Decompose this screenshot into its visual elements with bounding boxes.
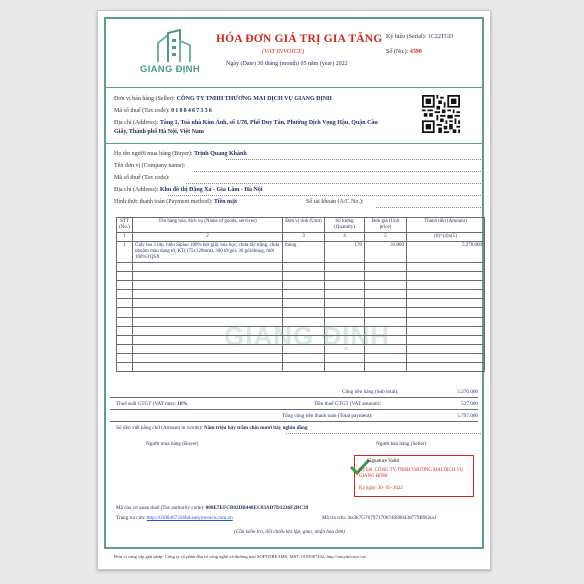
empty-cell xyxy=(325,335,365,344)
empty-cell xyxy=(407,299,485,308)
empty-cell xyxy=(283,363,325,372)
digital-signature-box xyxy=(354,455,474,497)
empty-cell xyxy=(117,263,133,272)
empty-cell xyxy=(117,363,133,372)
building-logo-icon xyxy=(154,29,194,63)
empty-cell xyxy=(325,272,365,281)
empty-cell xyxy=(325,290,365,299)
seller-signature-label: Người bán hàng (Seller) xyxy=(376,441,427,447)
empty-cell xyxy=(407,281,485,290)
invoice-sheet xyxy=(97,10,491,570)
empty-cell xyxy=(133,272,283,281)
index-cell: 4 xyxy=(325,233,365,242)
empty-cell xyxy=(325,326,365,335)
logo xyxy=(140,29,206,77)
empty-cell xyxy=(325,353,365,362)
invoice-subtitle: (VAT INVOICE) xyxy=(262,48,305,55)
empty-cell xyxy=(283,353,325,362)
empty-cell xyxy=(117,281,133,290)
buyer-signature-label: Người mua hàng (Buyer) xyxy=(146,441,199,447)
payment-method: Tiền mặt xyxy=(213,199,237,205)
invoice-frame xyxy=(104,17,484,549)
total-value: 5.797.000 xyxy=(457,413,478,419)
item-qty: 170 xyxy=(325,242,365,263)
empty-cell xyxy=(133,290,283,299)
col-header-amount: Thành tiền (Amount) xyxy=(407,218,485,233)
authority-label: Mã của cơ quan thuế (Tax authority code): xyxy=(116,505,205,511)
empty-cell xyxy=(133,299,283,308)
number-label: Số (No.): xyxy=(386,49,409,55)
empty-cell xyxy=(283,290,325,299)
empty-cell xyxy=(133,263,283,272)
index-cell: 1 xyxy=(117,233,133,242)
items-table xyxy=(116,217,485,372)
seller-address-line2: Giấy, Thành phố Hà Nội, Việt Nam xyxy=(114,129,204,135)
words-label: Số tiền viết bằng chữ (Amount in words): xyxy=(116,425,203,431)
empty-table-row xyxy=(117,299,485,308)
empty-cell xyxy=(407,335,485,344)
empty-cell xyxy=(365,281,407,290)
words-value: Năm triệu bảy trăm chín mươi bảy nghìn đồng xyxy=(203,425,308,431)
empty-cell xyxy=(325,308,365,317)
index-cell: 3 xyxy=(283,233,325,242)
empty-cell xyxy=(365,299,407,308)
invoice-title: HÓA ĐƠN GIÁ TRỊ GIA TĂNG xyxy=(216,33,383,45)
empty-cell xyxy=(365,363,407,372)
empty-cell xyxy=(283,317,325,326)
empty-table-row xyxy=(117,281,485,290)
empty-table-row xyxy=(117,290,485,299)
index-cell: 2 xyxy=(133,233,283,242)
empty-table-row xyxy=(117,317,485,326)
empty-cell xyxy=(325,263,365,272)
col-header-qty: Số lượng (Quantity) xyxy=(325,218,365,233)
empty-cell xyxy=(283,272,325,281)
empty-cell xyxy=(283,263,325,272)
empty-cell xyxy=(365,353,407,362)
empty-cell xyxy=(325,299,365,308)
signature-valid-text: Signature Valid xyxy=(367,458,400,464)
qr-code-icon xyxy=(422,95,460,133)
company-label: Tên đơn vị (Company name): xyxy=(114,163,186,169)
empty-cell xyxy=(283,344,325,353)
footer-note: (Cần kiểm tra, đối chiếu khi lập, giao, nhận hóa đơn) xyxy=(234,529,345,535)
number-value: 4390 xyxy=(409,49,422,55)
empty-table-row xyxy=(117,363,485,372)
authority-code: 008E7EFCB02DB448EC83AD7D1236F2BC39 xyxy=(205,505,309,511)
empty-cell xyxy=(365,326,407,335)
empty-cell xyxy=(133,353,283,362)
signed-date: Ký ngày: 30- 05- 2022 xyxy=(359,486,403,491)
empty-cell xyxy=(283,299,325,308)
brand-name: GIANG ĐỊNH xyxy=(140,64,200,75)
serial-value: 1C22TGD xyxy=(427,34,454,40)
payment-label: Hình thức thanh toán (Payment method): xyxy=(114,199,213,205)
empty-table-row xyxy=(117,308,485,317)
empty-cell xyxy=(365,290,407,299)
empty-table-row xyxy=(117,344,485,353)
buyer-address: Khu đô thị Đặng Xá - Gia Lâm - Hà Nội xyxy=(159,187,263,193)
empty-cell xyxy=(133,317,283,326)
col-header-price: Đơn giá (Unit price) xyxy=(365,218,407,233)
empty-cell xyxy=(283,326,325,335)
table-row xyxy=(117,242,485,263)
col-header-no: STT (No.) xyxy=(117,218,133,233)
empty-cell xyxy=(407,290,485,299)
empty-cell xyxy=(325,317,365,326)
subtotal-label: Cộng tiền hàng (Sub total): xyxy=(342,389,399,395)
buyer-label: Họ tên người mua hàng (Buyer): xyxy=(114,151,193,157)
empty-cell xyxy=(117,326,133,335)
seller-tax-label: Mã số thuế (Tax code): xyxy=(114,108,170,114)
invoice-date: Ngày (Date) 30 tháng (month) 05 năm (year) 2022 xyxy=(226,61,348,67)
vat-amount-value: 527.000 xyxy=(461,401,478,407)
item-name: Giấy lau 3 lớp, hiệu Sipiao 100% bột giấy hóa học, chưa tẩy trắng, chưa nhuộm màu dạng tờ, KT(175x120mm), 300 tờ/gói, 30 gói/thùng, mới 100%TQSX xyxy=(133,242,283,263)
lookup-link[interactable]: http://0108467336hd.easyinvoice.com.vn xyxy=(146,515,233,521)
empty-cell xyxy=(365,272,407,281)
account-label: Số tài khoản (A/C No.): xyxy=(306,199,364,205)
empty-cell xyxy=(325,281,365,290)
lookup-code: Mã tra cứu: 3ts3k7G767971706746800438779B9GkxJ xyxy=(322,515,437,521)
empty-cell xyxy=(117,353,133,362)
seller-label: Đơn vị bán hàng (Seller): xyxy=(114,96,176,102)
empty-table-row xyxy=(117,263,485,272)
empty-cell xyxy=(283,281,325,290)
seller-address-label: Địa chỉ (Address): xyxy=(114,120,159,126)
item-no: 1 xyxy=(117,242,133,263)
empty-cell xyxy=(365,308,407,317)
empty-cell xyxy=(133,335,283,344)
provider-line: Đơn vị cung cấp giải pháp: Công ty cổ phần đầu tư công nghệ và thương mại SOFTDREAMS, MST: 0105987432, http://easyinvoice.vn/ xyxy=(114,554,367,559)
empty-cell xyxy=(407,308,485,317)
buyer-name: Trịnh Quang Khánh xyxy=(194,151,247,157)
vat-amount-label: Tiền thuế GTGT (VAT amount): xyxy=(314,401,381,407)
empty-cell xyxy=(133,308,283,317)
empty-cell xyxy=(407,272,485,281)
total-label: Tổng cộng tiền thanh toán (Total payment): xyxy=(282,413,373,419)
empty-cell xyxy=(283,335,325,344)
empty-cell xyxy=(117,317,133,326)
index-cell: 5 xyxy=(365,233,407,242)
empty-cell xyxy=(117,308,133,317)
empty-cell xyxy=(117,290,133,299)
divider xyxy=(106,87,482,88)
empty-cell xyxy=(407,317,485,326)
empty-cell xyxy=(365,344,407,353)
empty-cell xyxy=(117,272,133,281)
buyer-tax-label: Mã số thuế (Tax code): xyxy=(114,175,170,181)
item-unit: thùng xyxy=(283,242,325,263)
empty-table-row xyxy=(117,353,485,362)
empty-cell xyxy=(365,317,407,326)
index-cell: (6)=(4)x(5) xyxy=(407,233,485,242)
empty-cell xyxy=(117,335,133,344)
empty-cell xyxy=(407,263,485,272)
empty-cell xyxy=(325,363,365,372)
empty-cell xyxy=(283,308,325,317)
empty-table-row xyxy=(117,272,485,281)
seller-name: CÔNG TY TNHH THƯƠNG MẠI DỊCH VỤ GIANG ĐỊNH xyxy=(176,96,332,102)
empty-table-row xyxy=(117,326,485,335)
watermark: GIANG ĐỊNH xyxy=(224,321,390,351)
col-header-unit: Đơn vị tính (Unit) xyxy=(283,218,325,233)
signed-by: Ký bởi: CÔNG TY TNHH THƯƠNG MẠI DỊCH VỤ GIANG ĐỊNH xyxy=(359,468,464,479)
col-header-name: Tên hàng hóa, dịch vụ (Name of goods, services) xyxy=(133,218,283,233)
vat-rate-value: 10% xyxy=(177,401,188,407)
vat-rate-label: Thuế suất GTGT (VAT rate): xyxy=(116,401,176,407)
empty-cell xyxy=(407,344,485,353)
item-amount: 5.270.000 xyxy=(407,242,485,263)
empty-cell xyxy=(407,353,485,362)
item-price: 31.000 xyxy=(365,242,407,263)
empty-table-row xyxy=(117,335,485,344)
divider xyxy=(106,143,482,144)
empty-cell xyxy=(133,281,283,290)
serial-label: Ký hiệu (Serial): xyxy=(386,34,427,40)
empty-cell xyxy=(407,363,485,372)
empty-cell xyxy=(117,299,133,308)
empty-cell xyxy=(365,263,407,272)
buyer-address-label: Địa chỉ (Address): xyxy=(114,187,159,193)
empty-cell xyxy=(133,326,283,335)
empty-cell xyxy=(133,344,283,353)
empty-cell xyxy=(325,344,365,353)
empty-cell xyxy=(117,344,133,353)
empty-cell xyxy=(133,363,283,372)
seller-address-line1: Tầng 1, Toà nhà Kim Ánh, số 1/78, Phố Duy Tân, Phường Dịch Vọng Hậu, Quận Cầu xyxy=(159,120,378,126)
empty-cell xyxy=(407,326,485,335)
lookup-label: Trang tra cứu: xyxy=(116,515,146,521)
empty-cell xyxy=(365,335,407,344)
subtotal-value: 5.270.000 xyxy=(457,389,478,395)
seller-tax-code: 0108467336 xyxy=(171,108,214,114)
